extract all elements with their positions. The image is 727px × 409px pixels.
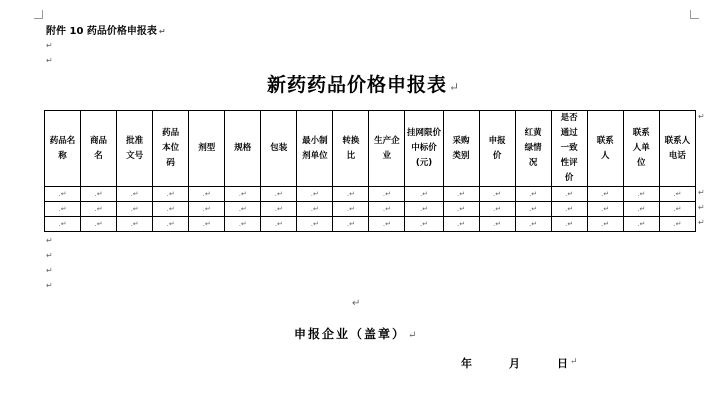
table-cell[interactable]: .↵ [515,217,551,232]
table-cell[interactable]: .↵ [551,202,587,217]
table-cell[interactable]: .↵ [479,202,515,217]
declaring-company-label: 申报企业（盖章） [294,327,407,341]
table-cell[interactable]: .↵ [623,202,659,217]
table-cell[interactable]: .↵ [587,187,623,202]
table-cell[interactable]: .↵ [443,217,479,232]
table-cell[interactable]: .↵ [369,202,405,217]
table-cell[interactable]: .↵ [333,217,369,232]
paragraph-mark: ↵ [408,330,417,341]
table-cell[interactable]: .↵ [189,202,225,217]
date-year-label: 年 [461,357,472,370]
table-cell[interactable]: .↵ [45,217,81,232]
empty-paragraph: ↵ [46,56,53,65]
table-cell[interactable]: .↵ [297,202,333,217]
header-cell [117,111,153,187]
header-cell [479,111,515,187]
table-row [45,217,696,232]
table-cell[interactable]: .↵ [443,202,479,217]
table-cell[interactable]: .↵ [479,217,515,232]
header-cell [443,111,479,187]
table-cell[interactable]: .↵ [659,217,695,232]
table-cell[interactable]: .↵ [45,202,81,217]
table-cell[interactable]: .↵ [369,187,405,202]
table-cell[interactable]: .↵ [479,187,515,202]
header-cell [45,111,81,187]
table-cell[interactable]: .↵ [81,217,117,232]
header-label: 是否通过一致性评价 [560,113,578,183]
crop-mark-top-right [690,10,699,19]
header-label: 申报价 [488,135,506,161]
row-end-mark: ↵ [698,203,705,212]
table-cell[interactable]: .↵ [225,202,261,217]
table-cell[interactable]: .↵ [623,217,659,232]
table-cell[interactable]: .↵ [333,202,369,217]
table-cell[interactable]: .↵ [405,202,443,217]
table-row [45,187,696,202]
header-label: 规格 [234,143,252,153]
paragraph-mark: ↵ [448,80,461,94]
header-label: 红黄绿情况 [524,128,542,168]
header-cell [81,111,117,187]
header-cell [515,111,551,187]
table-cell[interactable]: .↵ [225,187,261,202]
header-cell [189,111,225,187]
table-cell[interactable]: .↵ [261,202,297,217]
empty-paragraph: ↵ [46,266,53,275]
table-cell[interactable]: .↵ [297,187,333,202]
table-cell[interactable]: .↵ [81,187,117,202]
empty-paragraph: ↵ [46,251,53,260]
table-cell[interactable]: .↵ [225,217,261,232]
header-cell [153,111,189,187]
header-cell [551,111,587,187]
header-cell [369,111,405,187]
table-cell[interactable]: .↵ [189,187,225,202]
header-label: 药品本位码 [162,128,180,168]
header-cell [623,111,659,187]
table-cell[interactable]: .↵ [117,217,153,232]
table-cell[interactable]: .↵ [623,187,659,202]
header-label: 挂网限价中标价(元) [406,128,441,168]
empty-paragraph: ↵ [46,236,53,245]
table-cell[interactable]: .↵ [587,217,623,232]
header-cell [405,111,443,187]
table-cell[interactable]: .↵ [153,217,189,232]
crop-mark-top-left [34,10,43,19]
header-label: 采购类别 [452,135,470,161]
row-end-mark: ↵ [698,218,705,227]
row-end-mark: ↵ [698,112,705,121]
table-cell[interactable]: .↵ [333,187,369,202]
header-label: 最小制剂单位 [302,135,328,161]
header-cell [261,111,297,187]
table-cell[interactable]: .↵ [297,217,333,232]
empty-paragraph: ↵ [46,281,53,290]
header-cell [333,111,369,187]
row-end-mark: ↵ [698,188,705,197]
table-cell[interactable]: .↵ [153,187,189,202]
price-declaration-table [44,110,696,232]
paragraph-mark: ↵ [158,27,166,36]
table-cell[interactable]: .↵ [153,202,189,217]
header-cell [297,111,333,187]
document-title [0,70,727,97]
header-label: 转换比 [342,135,360,161]
table-cell[interactable]: .↵ [261,187,297,202]
table-cell[interactable]: .↵ [117,202,153,217]
table-cell[interactable]: .↵ [81,202,117,217]
table-cell[interactable]: .↵ [45,187,81,202]
empty-paragraph: ↵ [352,298,361,309]
date-day-label: 日 [557,357,568,370]
date-month-label: 月 [509,357,520,370]
header-label: 联系人单位 [632,128,650,168]
attachment-heading [46,22,166,37]
empty-paragraph: ↵ [46,41,53,50]
declaring-company-line [294,325,416,342]
table-cell[interactable]: .↵ [405,187,443,202]
header-label: 联系人电话 [664,135,691,161]
table-row [45,202,696,217]
attachment-heading-text: 附件 10 药品价格申报表 [46,26,157,37]
table-cell[interactable]: .↵ [551,187,587,202]
header-label: 商品名 [90,135,108,161]
header-label: 联系人 [596,135,614,161]
table-header-row [45,111,696,187]
table-cell[interactable]: .↵ [515,202,551,217]
table-cell[interactable]: .↵ [659,187,695,202]
header-label: 批准文号 [126,135,144,161]
header-cell [659,111,695,187]
header-label: 剂型 [198,143,216,153]
table-cell[interactable]: .↵ [443,187,479,202]
table-cell[interactable]: .↵ [405,217,443,232]
header-cell [225,111,261,187]
header-label: 包装 [270,143,288,153]
table-cell[interactable]: .↵ [659,202,695,217]
table-cell[interactable]: .↵ [551,217,587,232]
paragraph-mark: ↵ [570,357,578,367]
header-label: 药品名称 [49,135,76,161]
table-cell[interactable]: .↵ [117,187,153,202]
header-cell [587,111,623,187]
document-title-text: 新药药品价格申报表 [266,74,447,96]
table-cell[interactable]: .↵ [189,217,225,232]
table-cell[interactable]: .↵ [515,187,551,202]
table-cell[interactable]: .↵ [587,202,623,217]
header-label: 生产企业 [374,135,400,161]
table-cell[interactable]: .↵ [261,217,297,232]
table-cell[interactable]: .↵ [369,217,405,232]
